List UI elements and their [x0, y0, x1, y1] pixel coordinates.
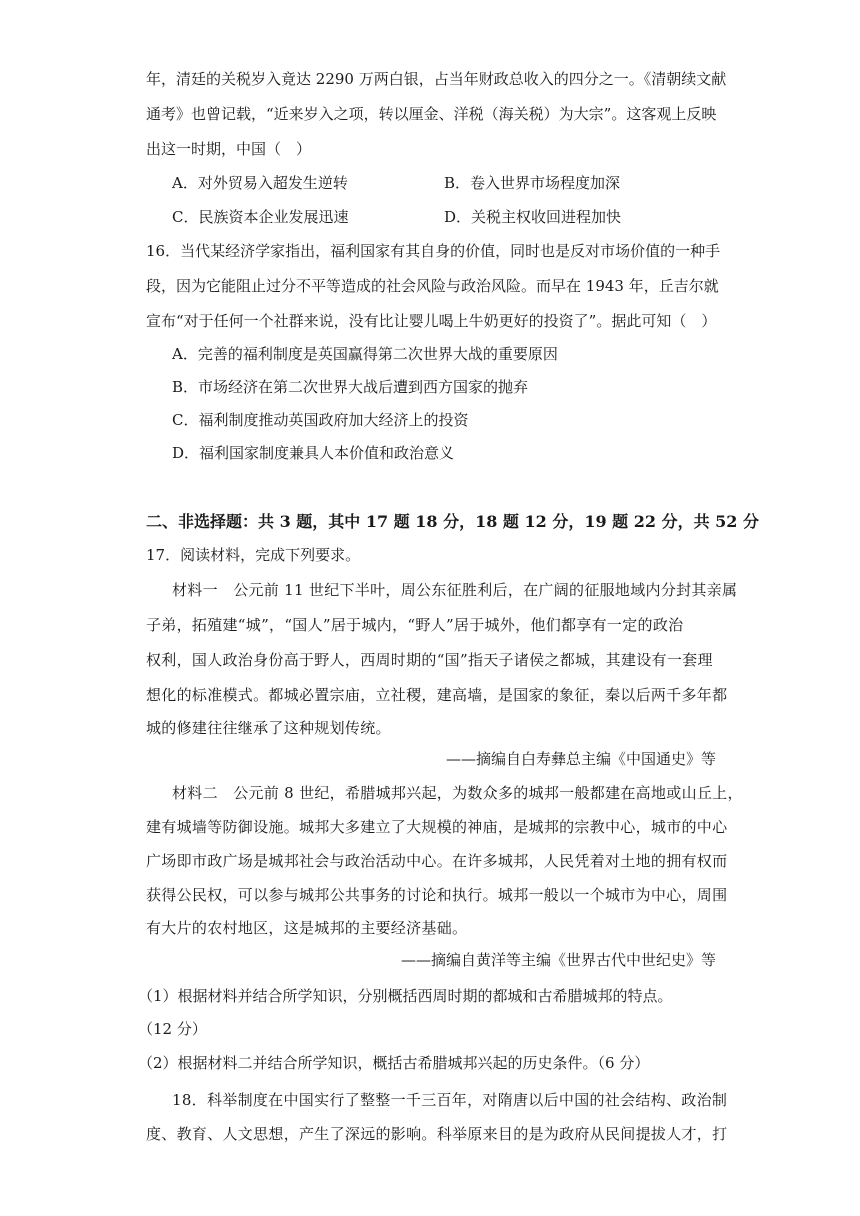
q15-option-a[interactable]: A．对外贸易入超发生逆转 — [172, 174, 348, 192]
q15-line-2: 通考》也曾记载，“近来岁入之项，转以厘金、洋税（海关税）为大宗”。这客观上反映 — [146, 105, 717, 123]
q16-line-2: 段，因为它能阻止过分不平等造成的社会风险与政治风险。而早在 1943 年，丘吉尔就 — [146, 277, 719, 295]
q17-source-1: ——摘编自白寿彝总主编《中国通史》等 — [445, 750, 716, 768]
q18-line-1: 18．科举制度在中国实行了整整一千三百年，对隋唐以后中国的社会结构、政治制 — [172, 1091, 728, 1109]
q17-source-2: ——摘编自黄洋等主编《世界古代中世纪史》等 — [400, 951, 716, 969]
q17-material1-line-3: 权利，国人政治身份高于野人，西周时期的“国”指天子诸侯之都城，其建设有一套理 — [146, 651, 713, 669]
q17-material1-line-1: 材料一 公元前 11 世纪下半叶，周公东征胜利后，在广阔的征服地域内分封其亲属 — [172, 581, 738, 599]
q15-option-b[interactable]: B．卷入世界市场程度加深 — [444, 174, 621, 192]
q16-line-3: 宣布“对于任何一个社群来说，没有比让婴儿喝上牛奶更好的投资了”。据此可知（ ） — [146, 312, 717, 330]
q17-material2-line-5: 有大片的农村地区，这是城邦的主要经济基础。 — [146, 919, 468, 937]
q15-line-3: 出这一时期，中国（ ） — [146, 140, 312, 158]
q17-subquestion-2: （2）根据材料二并结合所学知识，概括古希腊城邦兴起的历史条件。（6 分） — [138, 1054, 650, 1072]
q17-material1-line-5: 城的修建往往继承了这种规划传统。 — [146, 719, 391, 737]
q16-option-d[interactable]: D．福利国家制度兼具人本价值和政治意义 — [172, 444, 455, 462]
q17-material2-line-1: 材料二 公元前 8 世纪，希腊城邦兴起，为数众多的城邦一般都建在高地或山丘上， — [172, 784, 743, 802]
q16-option-c[interactable]: C．福利制度推动英国政府加大经济上的投资 — [172, 411, 469, 429]
q15-option-c[interactable]: C．民族资本企业发展迅速 — [172, 208, 349, 226]
q17-subquestion-1: （1）根据材料并结合所学知识，分别概括西周时期的都城和古希腊城邦的特点。 — [138, 987, 673, 1005]
q17-subquestion-1-score: （12 分） — [138, 1020, 207, 1038]
q15-option-d[interactable]: D．关税主权收回进程加快 — [444, 208, 622, 226]
q17-material1-line-4: 想化的标准模式。都城必置宗庙，立社稷，建高墙，是国家的象征，秦以后两千多年都 — [146, 686, 728, 704]
q17-material2-line-2: 建有城墙等防御设施。城邦大多建立了大规模的神庙，是城邦的宗教中心，城市的中心 — [146, 818, 728, 836]
q17-material2-line-3: 广场即市政广场是城邦社会与政治活动中心。在许多城邦，人民凭着对土地的拥有权而 — [146, 852, 728, 870]
q17-intro: 17．阅读材料，完成下列要求。 — [146, 546, 361, 564]
q16-option-a[interactable]: A．完善的福利制度是英国赢得第二次世界大战的重要原因 — [172, 345, 558, 363]
q18-line-2: 度、教育、人文思想，产生了深远的影响。科举原来目的是为政府从民间提拔人才，打 — [146, 1125, 728, 1143]
q16-line-1: 16．当代某经济学家指出，福利国家有其自身的价值，同时也是反对市场价值的一种手 — [146, 242, 721, 260]
q17-material1-line-2: 子弟，拓殖建“城”，“国人”居于城内，“野人”居于城外，他们都享有一定的政治 — [146, 616, 684, 634]
q17-material2-line-4: 获得公民权，可以参与城邦公共事务的讨论和执行。城邦一般以一个城市为中心，周围 — [146, 886, 728, 904]
q15-line-1: 年，清廷的关税岁入竟达 2290 万两白银，占当年财政总收入的四分之一。《清朝续文献 — [146, 70, 727, 88]
section-2-heading: 二、非选择题：共 3 题，其中 17 题 18 分，18 题 12 分，19 题 22 分，共 52 分 — [146, 512, 759, 531]
q16-option-b[interactable]: B．市场经济在第二次世界大战后遭到西方国家的抛弃 — [172, 378, 529, 396]
